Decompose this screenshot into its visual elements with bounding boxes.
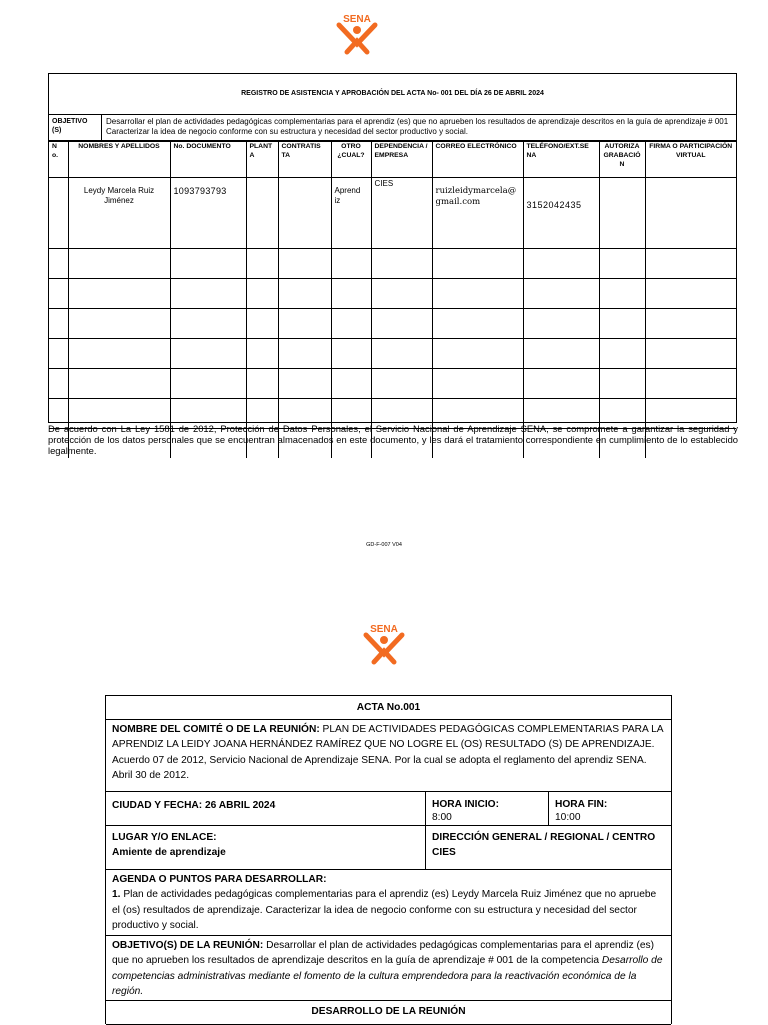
committee-cell xyxy=(106,720,671,791)
committee-row xyxy=(106,720,671,792)
cell-otro: Aprend iz xyxy=(331,178,371,249)
objective-label: OBJETIVO (S) xyxy=(49,115,102,140)
cell-authorize xyxy=(599,178,645,249)
direction-label: DIRECCIÓN GENERAL / REGIONAL / CENTRO xyxy=(432,832,656,843)
place-label: LUGAR Y/O ENLACE: xyxy=(112,832,217,843)
header-email: CORREO ELECTRÓNICO xyxy=(432,142,523,178)
sena-logo xyxy=(331,10,383,56)
start-time-cell xyxy=(426,792,549,825)
cell-contratista xyxy=(278,178,331,249)
objective-text: Desarrollar el plan de actividades pedagógicas complementarias para el aprendiz (es) que no aprueben los resultados de aprendizaje descritos en la guía de aprendizaje # 001 Caracterizar la idea de negocio conforme con su estructura y necesidad del sector productivo y social. xyxy=(106,117,729,136)
objectives-row xyxy=(106,936,671,1001)
direction-value: CIES xyxy=(432,847,456,859)
place-cell xyxy=(106,826,426,869)
place-value: Amiente de aprendizaje xyxy=(112,847,226,859)
cell-planta xyxy=(246,178,278,249)
development-title: DESARROLLO DE LA REUNIÓN xyxy=(311,1006,466,1017)
agenda-cell xyxy=(106,870,671,935)
attendance-table xyxy=(49,141,736,458)
header-otro: OTRO ¿CUAL? xyxy=(331,142,371,178)
header-planta: PLANT A xyxy=(246,142,278,178)
place-row xyxy=(106,826,671,870)
header-name: NOMBRES Y APELLIDOS xyxy=(68,142,170,178)
start-time-value: 8:00 xyxy=(432,812,452,823)
objectives-cell xyxy=(106,936,671,1000)
objectives-competency: Desarrollo de competencias administrativas mediante el fomento de la cultura emprendedora para la reactivación económica de la región. xyxy=(112,955,663,997)
objectives-text: Desarrollar el plan de actividades pedagógicas complementarias para el aprendiz (es) que no aprueben los resultados de aprendizaje descritos en la guía de aprendizaje # 001 de la competencia xyxy=(112,940,655,967)
attendance-title: REGISTRO DE ASISTENCIA Y APROBACIÓN DEL ACTA No- 001 DEL DÍA 26 DE ABRIL 2024 xyxy=(49,74,736,115)
attendance-register xyxy=(48,73,737,423)
cell-signature xyxy=(645,178,736,249)
header-dependencia: DEPENDENCIA / EMPRESA xyxy=(371,142,432,178)
agenda-label: AGENDA O PUNTOS PARA DESARROLLAR: xyxy=(112,874,327,885)
end-time-label: HORA FIN: xyxy=(555,799,608,810)
sena-logo xyxy=(358,620,410,666)
table-row xyxy=(49,279,736,309)
acta-form xyxy=(105,695,672,1024)
cell-dependencia: CIES xyxy=(371,178,432,249)
table-row xyxy=(49,369,736,399)
attendance-header-row xyxy=(49,142,736,178)
end-time-value: 10:00 xyxy=(555,812,581,823)
start-time-label: HORA INICIO: xyxy=(432,799,499,810)
header-signature: FIRMA O PARTICIPACIÓN VIRTUAL xyxy=(645,142,736,178)
data-protection-notice: De acuerdo con La Ley 1581 de 2012, Protección de Datos Personales, el Servicio Nacional de Aprendizaje SENA, se compromete a garantizar la seguridad y protección de los datos personales que se encuentran almacenados en este documento, y les dará el tratamiento correspondiente en cumplimiento de lo establecido legalmente. xyxy=(48,423,738,456)
direction-cell xyxy=(426,826,671,869)
acta-title-row xyxy=(106,696,671,720)
committee-label: NOMBRE DEL COMITÉ O DE LA REUNIÓN: xyxy=(112,724,320,735)
cell-phone: 3152042435 xyxy=(523,178,599,249)
cell-name: Leydy Marcela Ruiz Jiménez xyxy=(68,178,170,249)
header-no: N o. xyxy=(49,142,68,178)
agenda-row xyxy=(106,870,671,936)
sena-logo-text: SENA xyxy=(343,14,371,25)
city-date: CIUDAD Y FECHA: 26 ABRIL 2024 xyxy=(106,792,426,825)
table-row xyxy=(49,339,736,369)
agenda-number: 1. xyxy=(112,889,121,901)
header-contratista: CONTRATIS TA xyxy=(278,142,331,178)
header-document: No. DOCUMENTO xyxy=(170,142,246,178)
table-row xyxy=(49,178,736,249)
table-row xyxy=(49,249,736,279)
cell-document: 1093793793 xyxy=(170,178,246,249)
table-row xyxy=(49,309,736,339)
cell-no xyxy=(49,178,68,249)
end-time-cell xyxy=(549,792,671,825)
agenda-text: Plan de actividades pedagógicas complementarias para el aprendiz (es) Leydy Marcela Ruiz Jiménez que no apruebe el (os) resultados de aprendizaje. Caracterizar la idea de negocio conforme con su estructura y necesidad del sector productivo y social. xyxy=(112,889,657,931)
development-row xyxy=(106,1001,671,1025)
sena-logo-text: SENA xyxy=(370,624,398,635)
header-phone: TELÉFONO/EXT.SE NA xyxy=(523,142,599,178)
cell-email: ruizleidymarcela@ gmail.com xyxy=(432,178,523,249)
acta-title: ACTA No.001 xyxy=(356,702,421,713)
committee-text: PLAN DE ACTIVIDADES PEDAGÓGICAS COMPLEMENTARIAS PARA LA APRENDIZ LA LEIDY JOANA HERNÁNDEZ RAMÍREZ QUE NO LOGRE EL (OS) RESULTADO (S) DE APRENDIZAJE. Acuerdo 07 de 2012, Servicio Nacional de Aprendizaje SENA. Por la cual se adopta el reglamento del aprendiz SENA. Abril 30 de 2012. xyxy=(112,724,663,781)
objectives-label: OBJETIVO(S) DE LA REUNIÓN: xyxy=(112,940,264,951)
header-authorize: AUTORIZA GRABACIÓ N xyxy=(599,142,645,178)
date-time-row xyxy=(106,792,671,826)
objective-row xyxy=(49,115,736,141)
form-code: GD-F-007 V04 xyxy=(366,542,402,548)
